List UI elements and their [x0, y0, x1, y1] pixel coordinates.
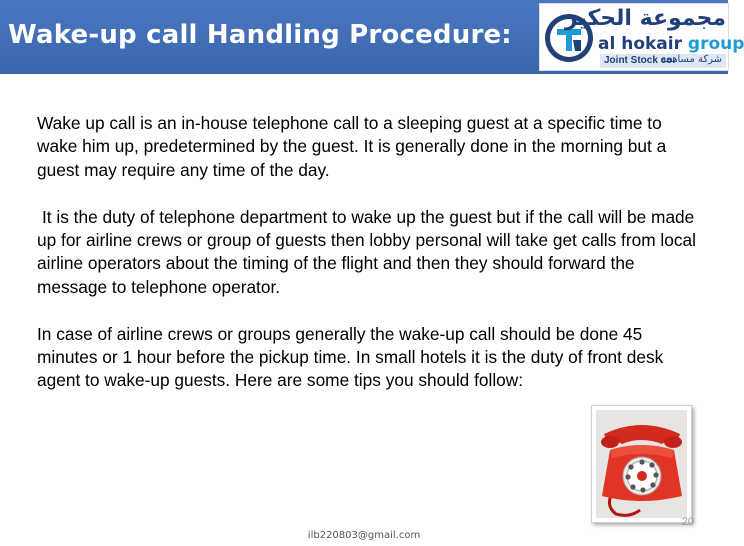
logo-latin-name	[598, 34, 744, 54]
telephone-photo	[591, 405, 692, 523]
company-logo	[539, 3, 744, 71]
logo-company-type-en: Joint Stock co.	[604, 55, 676, 66]
header-bar	[0, 0, 744, 74]
footer-email: ilb220803@gmail.com	[307, 530, 421, 541]
logo-subtitle-bar	[600, 54, 726, 68]
paragraph-timing: In case of airline crews or groups generally the wake-up call should be done 45 minutes or 1 hour before the pickup time. In small hotels it is the duty of front desk agent to wake-up guests. Here are some tips you should follow:	[37, 323, 664, 391]
logo-latin-name-part1: al hokair	[598, 34, 682, 54]
logo-latin-name-part2: group	[687, 34, 744, 54]
slide-title: Wake-up call Handling Procedure:	[8, 20, 512, 50]
red-rotary-telephone-icon	[596, 410, 687, 518]
paragraph-duty: It is the duty of telephone department to wake up the guest but if the call will be made up for airline crews or group of guests then lobby personal will take get calls from local airline operators about the timing of the flight and then they should forward the message to telephone operator.	[37, 206, 696, 297]
logo-arabic-name: مجموعة الحكير	[564, 6, 726, 31]
logo-company-type-ar: شركة مساهمة	[661, 54, 722, 65]
page-number: 20	[681, 516, 694, 528]
paragraph-definition: Wake up call is an in-house telephone call to a sleeping guest at a specific time to wake him up, predetermined by the guest. It is generally done in the morning but a guest may require any time of the day.	[37, 113, 667, 180]
slide-body	[37, 112, 699, 416]
